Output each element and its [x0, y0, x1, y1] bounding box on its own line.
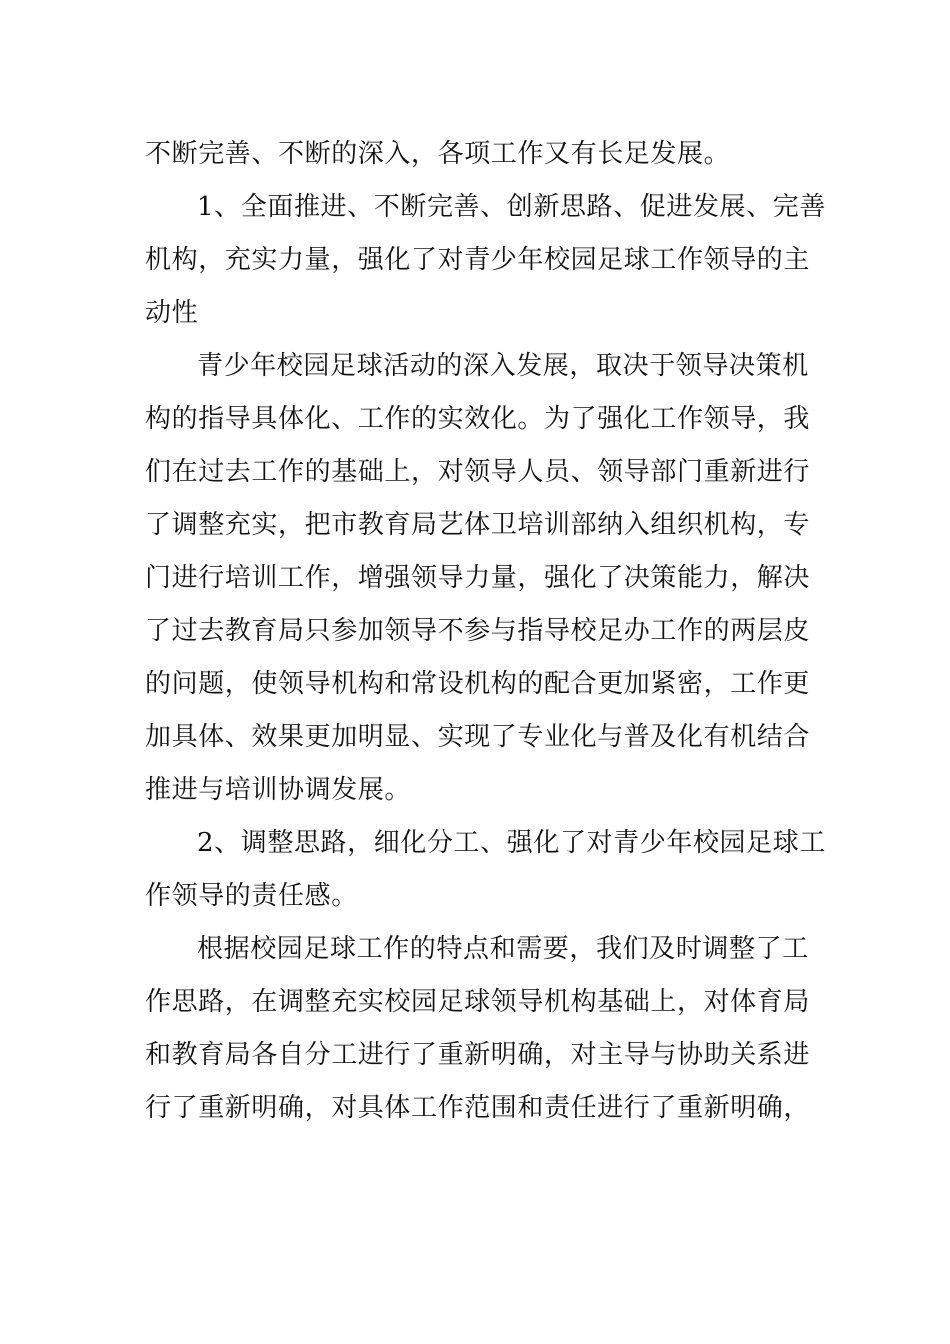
paragraph-line: 们在过去工作的基础上，对领导人员、领导部门重新进行 [145, 457, 811, 487]
paragraph-line: 作思路，在调整充实校园足球领导机构基础上，对体育局 [145, 987, 811, 1017]
paragraph-line: 了调整充实，把市教育局艺体卫培训部纳入组织机构，专 [145, 510, 811, 540]
section-heading-2-cont: 作领导的责任感。 [145, 881, 358, 911]
paragraph-line: 构的指导具体化、工作的实效化。为了强化工作领导，我 [145, 404, 811, 434]
paragraph-line: 青少年校园足球活动的深入发展，取决于领导决策机 [197, 351, 809, 381]
section-heading-1-cont: 动性 [145, 298, 199, 328]
paragraph-line: 加具体、效果更加明显、实现了专业化与普及化有机结合 [145, 722, 811, 752]
paragraph-line: 了过去教育局只参加领导不参与指导校足办工作的两层皮 [145, 616, 811, 646]
paragraph-line: 行了重新明确，对具体工作范围和责任进行了重新明确， [145, 1093, 811, 1123]
paragraph-line: 和教育局各自分工进行了重新明确，对主导与协助关系进 [145, 1040, 811, 1070]
paragraph-line: 推进与培训协调发展。 [145, 775, 412, 805]
section-heading-1: 1、全面推进、不断完善、创新思路、促进发展、完善 [197, 192, 826, 222]
section-heading-1-cont: 机构，充实力量，强化了对青少年校园足球工作领导的主 [145, 245, 811, 275]
text-line: 不断完善、不断的深入，各项工作又有长足发展。 [145, 139, 731, 169]
paragraph-line: 的问题，使领导机构和常设机构的配合更加紧密，工作更 [145, 669, 811, 699]
paragraph-line: 门进行培训工作，增强领导力量，强化了决策能力，解决 [145, 563, 811, 593]
paragraph-line: 根据校园足球工作的特点和需要，我们及时调整了工 [197, 934, 809, 964]
section-heading-2: 2、调整思路，细化分工、强化了对青少年校园足球工 [197, 828, 826, 858]
body-text [145, 128, 826, 1135]
